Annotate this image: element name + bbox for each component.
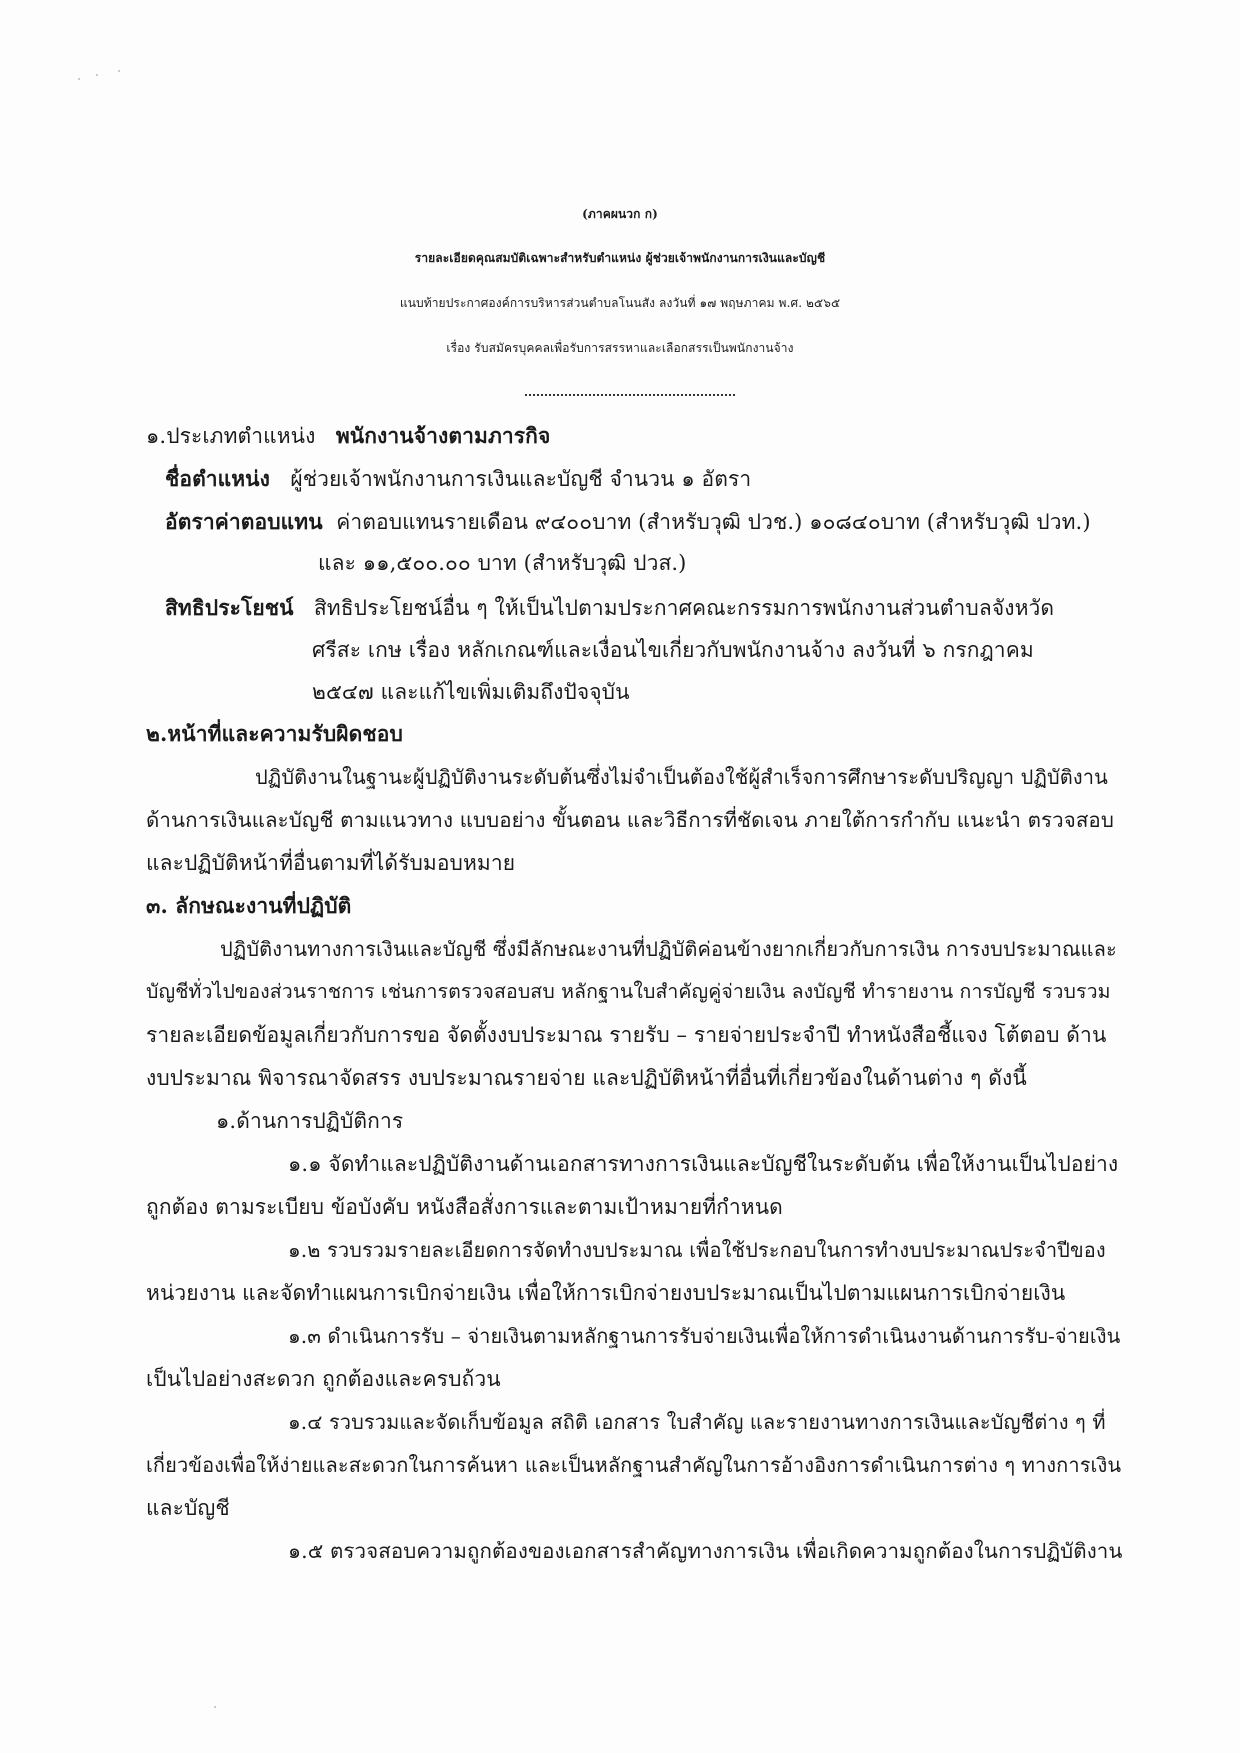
benefits-row — [165, 594, 1054, 622]
attachment-line: แนบท้ายประกาศองค์การบริหารส่วนตำบลโนนสัง ลงวันที่ ๑๗ พฤษภาคม พ.ศ. ๒๕๖๕ — [399, 296, 841, 310]
document-title: รายละเอียดคุณสมบัติเฉพาะสำหรับตำแหน่ง ผู้ช่วยเจ้าพนักงานการเงินและบัญชี — [414, 251, 826, 265]
list-item: ๑.๓ ดำเนินการรับ – จ่ายเงินตามหลักฐานการรับจ่ายเงินเพื่อให้การดำเนินงานด้านการรับ-จ่ายเงิน — [288, 1324, 1121, 1348]
benefits-label: สิทธิประโยชน์ — [165, 595, 294, 620]
list-item: ๑.๒ รวบรวมรายละเอียดการจัดทำงบประมาณ เพื่อใช้ประกอบในการทำงบประมาณประจำปีของ — [288, 1238, 1106, 1262]
section2-heading: ๒.หน้าที่และความรับผิดชอบ — [146, 721, 403, 746]
separator-dots — [525, 390, 735, 396]
pay-rate-row — [165, 508, 1091, 536]
position-type-label: ๑.ประเภทตำแหน่ง — [146, 424, 316, 448]
list-item-continued: เป็นไปอย่างสะดวก ถูกต้องและครบถ้วน — [146, 1367, 501, 1391]
section3-heading: ๓. ลักษณะงานที่ปฏิบัติ — [146, 893, 352, 918]
list-item: ๑.๑ จัดทำและปฏิบัติงานด้านเอกสารทางการเงินและบัญชีในระดับต้น เพื่อให้งานเป็นไปอย่าง — [288, 1152, 1119, 1176]
operations-subheading: ๑.ด้านการปฏิบัติการ — [216, 1109, 404, 1133]
paragraph-line: รายละเอียดข้อมูลเกี่ยวกับการขอ จัดตั้งงบประมาณ รายรับ – รายจ่ายประจำปี ทำหนังสือชี้แจง โต้ตอบ ด้าน — [146, 1023, 1107, 1047]
paragraph-line: บัญชีทั่วไปของส่วนราชการ เช่นการตรวจสอบสบ หลักฐานใบสำคัญคู่จ่ายเงิน ลงบัญชี ทำรายงาน การบัญชี รวบรวม — [146, 980, 1111, 1003]
position-name-label: ชื่อตำแหน่ง — [165, 466, 270, 491]
section1-heading — [146, 422, 550, 450]
list-item: ๑.๕ ตรวจสอบความถูกต้องของเอกสารสำคัญทางการเงิน เพื่อเกิดความถูกต้องในการปฏิบัติงาน — [288, 1539, 1123, 1563]
list-item-continued: หน่วยงาน และจัดทำแผนการเบิกจ่ายเงิน เพื่อให้การเบิกจ่ายงบประมาณเป็นไปตามแผนการเบิกจ่ายเงิน — [146, 1281, 1066, 1305]
position-name-value: ผู้ช่วยเจ้าพนักงานการเงินและบัญชี จำนวน ๑ อัตรา — [290, 467, 752, 491]
appendix-label: (ภาคผนวก ก) — [582, 207, 658, 221]
scan-speck — [118, 70, 120, 72]
scan-speck — [96, 74, 98, 76]
pay-rate-continued: และ ๑๑,๕๐๐.๐๐ บาท (สำหรับวุฒิ ปวส.) — [318, 551, 687, 575]
pay-rate-label: อัตราค่าตอบแทน — [165, 509, 323, 534]
list-item-continued: เกี่ยวข้องเพื่อให้ง่ายและสะดวกในการค้นหา และเป็นหลักฐานสำคัญในการอ้างอิงการดำเนินการต่าง ๆ ทางการเงิน — [146, 1453, 1122, 1477]
scan-speck — [214, 1706, 216, 1708]
paragraph-line: งบประมาณ พิจารณาจัดสรร งบประมาณรายจ่าย และปฏิบัติหน้าที่อื่นที่เกี่ยวข้องในด้านต่าง ๆ ดังนี้ — [146, 1066, 1027, 1090]
paragraph-line: ปฏิบัติงานในฐานะผู้ปฏิบัติงานระดับต้นซึ่งไม่จำเป็นต้องใช้ผู้สำเร็จการศึกษาระดับปริญญา ปฏิบัติงาน — [255, 765, 1108, 789]
position-type-value: พนักงานจ้างตามภารกิจ — [335, 423, 551, 448]
paragraph-line: ปฏิบัติงานทางการเงินและบัญชี ซึ่งมีลักษณะงานที่ปฏิบัติค่อนข้างยากเกี่ยวกับการเงิน การงบประมาณและ — [220, 937, 1117, 961]
subject-line: เรื่อง รับสมัครบุคคลเพื่อรับการสรรหาและเลือกสรรเป็นพนักงานจ้าง — [446, 341, 794, 355]
list-item-continued: และบัญชี — [146, 1496, 230, 1520]
position-name-row — [165, 465, 751, 493]
benefits-value: สิทธิประโยชน์อื่น ๆ ให้เป็นไปตามประกาศคณะกรรมการพนักงานส่วนตำบลจังหวัด — [313, 596, 1055, 620]
scan-speck — [78, 78, 80, 80]
paragraph-line: และปฏิบัติหน้าที่อื่นตามที่ได้รับมอบหมาย — [146, 851, 516, 875]
benefits-continued: ๒๕๔๗ และแก้ไขเพิ่มเติมถึงปัจจุบัน — [312, 680, 630, 704]
paragraph-line: ด้านการเงินและบัญชี ตามแนวทาง แบบอย่าง ขั้นตอน และวิธีการที่ชัดเจน ภายใต้การกำกับ แนะนำ ตรวจสอบ — [146, 808, 1114, 832]
list-item-continued: ถูกต้อง ตามระเบียบ ข้อบังคับ หนังสือสั่งการและตามเป้าหมายที่กำหนด — [146, 1195, 783, 1219]
list-item: ๑.๔ รวบรวมและจัดเก็บข้อมูล สถิติ เอกสาร ใบสำคัญ และรายงานทางการเงินและบัญชีต่าง ๆ ที่ — [288, 1410, 1106, 1434]
pay-rate-value: ค่าตอบแทนรายเดือน ๙๔๐๐บาท (สำหรับวุฒิ ปวช.) ๑๐๘๔๐บาท (สำหรับวุฒิ ปวท.) — [336, 510, 1091, 534]
benefits-continued: ศรีสะ เกษ เรื่อง หลักเกณฑ์และเงื่อนไขเกี่ยวกับพนักงานจ้าง ลงวันที่ ๖ กรกฎาคม — [312, 638, 1034, 662]
